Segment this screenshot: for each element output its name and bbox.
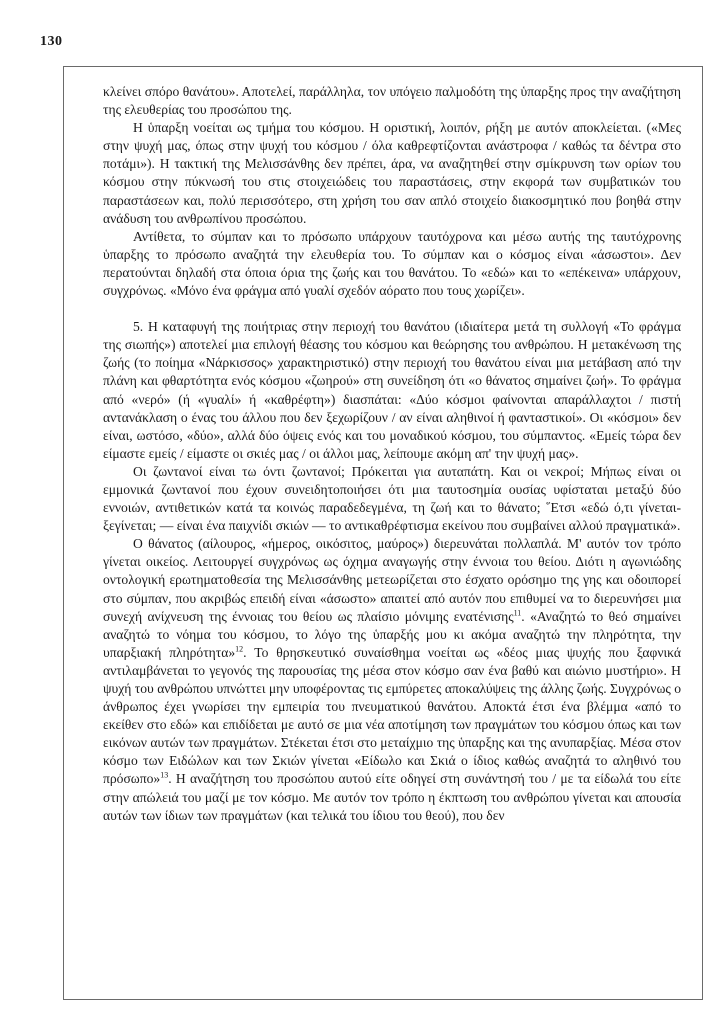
paragraph-5: Οι ζωντανοί είναι τω όντι ζωντανοί; Πρόκειται για αυταπάτη. Και οι νεκροί; Μήπως είναι οι εμμονικά ζωντανοί που έχουν συνειδητοποιήσει ότι μια ταυτοσημία ουσίας υφίσταται μεταξύ δύο εννοιών, αντιθετικών κατά τα κοινώς παραδεδεγμένα, τη ζωή και το θάνατο; ῞Ετσι «εδώ ό,τι γίνεται-ξεγίνεται; — είναι ένα παιχνίδι σκιών — το αντικαθρέφτισμα εκείνου που συμβαίνει αλλού πραγματικά». — [103, 463, 681, 534]
body-text — [103, 83, 681, 825]
footnote-marker-12: 12 — [235, 644, 244, 654]
paragraph-6-part-2: . «Αναζητώ το θεό σημαίνει αναζητώ το νόημα του κόσμου, το λόγο της ὑπαρξής μου κι ακόμα αναζητώ την πληρότητα, την υπαρξιακή πληρότητα» — [103, 608, 681, 660]
paragraph-6-part-3: . Το θρησκευτικό συναίσθημα νοείται ως «δέος μιας ψυχής που ξαφνικά αντιλαμβάνεται το γεγονός της παρουσίας της μέσα στον κόσμο σαν ένα βαθύ και αιώνιο μυστήριο». Η ψυχή του ανθρώπου υπνώττει μην υποφέροντας τις εμπύρετες αποκαλύψεις της άλλης ζωής. Συγχρόνως ο άνθρωπος έχει γνωρίσει την εμπειρία του πνευματικού θανάτου. Αποκτά έτσι ένα βλέμμα «από το εκείθεν στο εδώ» και επιδίδεται με αυτό σε μια νέα αποτίμηση των πραγμάτων του κόσμου όπως και των εικόνων αυτών των πραγμάτων. Στέκεται έτσι στο μεταίχμιο της ὑπαρξης και της ανυπαρξίας. Μέσα στον κόσμο των Ειδώλων και των Σκιών γίνεται «Είδωλο και Σκιά ο ίδιος καθώς αναζητά το αληθινό του πρόσωπο» — [103, 644, 681, 787]
paragraph-2: Η ὑπαρξη νοείται ως τμήμα του κόσμου. Η οριστική, λοιπόν, ρήξη με αυτόν αποκλείεται. («Μες στην ψυχή μας, όπως στην ψυχή του κόσμου / όλα καθρεφτίζονται ανάστροφα / καθώς τα δέντρα στο ποτάμι»). Η τακτική της Μελισσάνθης δεν πρέπει, άρα, να αναζητηθεί στην σμίκρυνση των ορίων του κόσμου στην πύκνωσή του στις στοιχειώδεις του παραστάσεις, στην εκφορά των συμβατικών του παραστάσεων και, πολύ περισσότερο, στη χρήση του σαν απλό στοιχείο διακοσμητικό που βοηθά στην ανάδυση του ανθρωπίνου προσώπου. — [103, 120, 681, 226]
footnote-marker-11: 11 — [513, 608, 522, 618]
paragraph-1: κλείνει σπόρο θανάτου». Αποτελεί, παράλληλα, τον υπόγειο παλμοδότη της ὑπαρξης προς την αναζήτηση της ελευθερίας του προσώπου της. — [103, 84, 681, 118]
footnote-marker-13: 13 — [160, 770, 169, 780]
paragraph-3: Αντίθετα, το σύμπαν και το πρόσωπο υπάρχουν ταυτόχρονα και μέσω αυτής της ταυτόχρονης ὑπαρξης το πρόσωπο αναζητά την ελευθερία του. Το σύμπαν και ο κόσμος είναι «άσωστοι». Δεν περατούνται δηλαδή στα όποια όρια της ζωής και του θανάτου. Το «εδώ» και το «επέκεινα» υπάρχουν, συγχρόνως. «Μόνο ένα φράγμα από γυαλί σχεδόν αόρατο που τους χωρίζει». — [103, 228, 681, 299]
page-number: 130 — [40, 34, 63, 49]
paragraph-6-part-1: Ο θάνατος (αίλουρος, «ήμερος, οικόσιτος, μαύρος») διερευνάται πολλαπλά. Μ' αυτόν τον τρόπο γίνεται οικείος. Λειτουργεί συγχρόνως ως όχημα αναγωγής στην έννοια του θείου. Διότι η αγωνιώδης οντολογική ερωτηματοθεσία της Μελισσάνθης μετεωρίζεται στο έσχατο ορόσημο της γης και οδοιπορεί στο σύμπαν, που ακριβώς επειδή είναι «άσωστο» απαιτεί από αυτόν που επιθυμεί να το διερευνήσει μια συνεχή ανίχνευση της έννοιας του θείου ως πλαίσιο μόνιμης ενατένισης — [103, 536, 681, 624]
paragraph-6-part-4: . Η αναζήτηση του προσώπου αυτού είτε οδηγεί στη συνάντησή του / με τα είδωλά του είτε στην απώλειά του μαζί με τον κόσμο. Με αυτόν τον τρόπο η έκπτωση του ανθρώπου γίνεται και απουσία αυτών των ίδιων των πραγμάτων (και τελικά του ίδιου του θεού), που δεν — [103, 771, 681, 823]
paragraph-6 — [103, 535, 681, 825]
paragraph-section-5: 5. Η καταφυγή της ποιήτριας στην περιοχή του θανάτου (ιδιαίτερα μετά τη συλλογή «Το φράγμα της σιωπής») αποτελεί μια επιλογή θέασης του κόσμου και θεώρησης του ανθρώπου. Η μετακένωση της ζωής (το ποίημα «Νάρκισσος» χαρακτηριστικό) στην περιοχή του θανάτου είναι μια μετάβαση από την πλάνη και φθαρτότητα ενός κόσμου «ζωηρού» στη συνείδηση ότι «ο θάνατος σημαίνει ζωή». Το φράγμα από «νερό» (ή «γυαλί» ή «καθρέφτη») διασπάται: «Δύο κόσμοι φαίνονται απαράλλαχτοι / πιστή αντανάκλαση ο ένας του άλλου που δεν ξεχωρίζουν / αν είναι αληθινοί ή φανταστικοί». Οι «κόσμοι» δεν είναι, ωστόσο, «δύο», αλλά δύο όψεις ενός και του μοναδικού κόσμου, του σύμπαντος. «Εμείς τώρα δεν είμαστε εμείς / είμαστε οι σκιές μας / οι άλλοι μας, λείπουμε ακόμη απ' την ψυχή μας». — [103, 319, 681, 461]
